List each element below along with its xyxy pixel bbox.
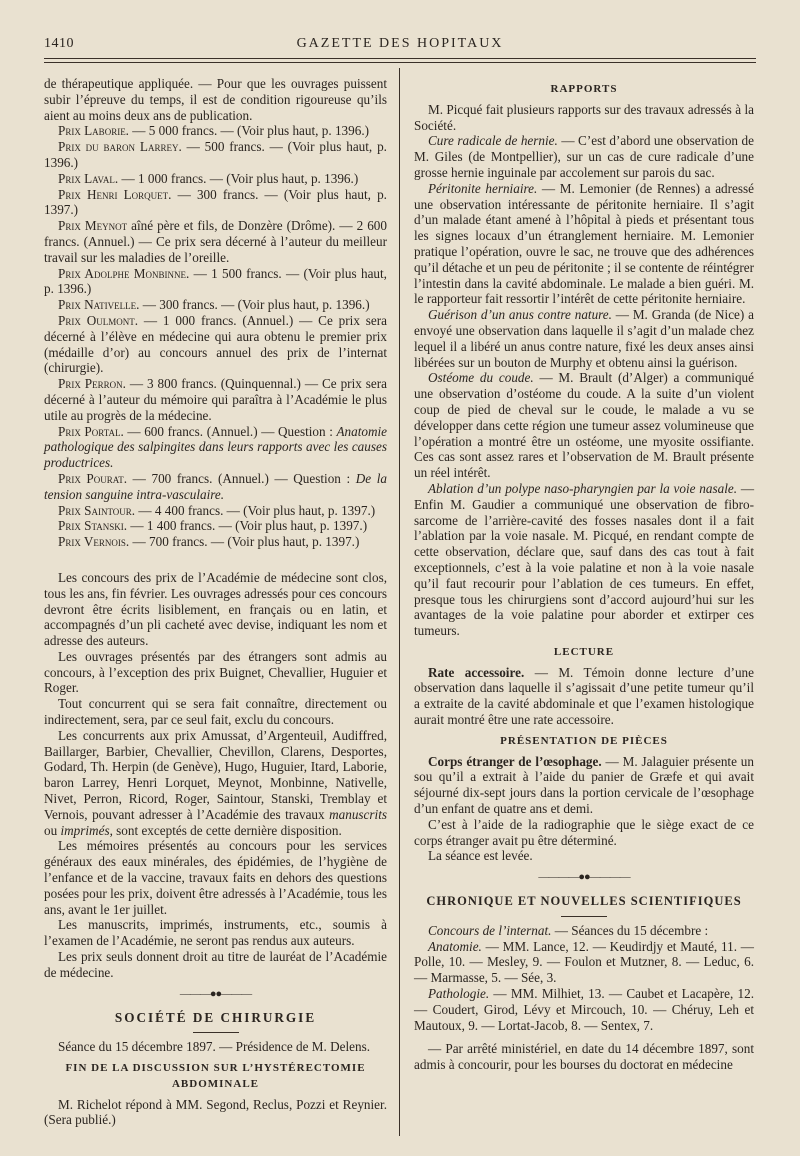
prize-name: Prix Meynot	[58, 218, 128, 234]
section-ornament: ————●●————	[538, 871, 630, 884]
prize-text: — 1 500 francs. — (Voir plus haut, p. 1396.)	[44, 265, 387, 297]
case-title: Cure radicale de hernie.	[428, 133, 558, 149]
prize-text: — 600 francs. (Annuel.) — Question :	[123, 423, 337, 439]
prize-name: Prix Henri Lorquet.	[58, 186, 172, 202]
rules-paragraph: Les manuscrits, imprimés, instruments, etc., soumis à l’examen de l’Académie, ne seront pas rendus aux auteurs.	[44, 917, 387, 949]
prize-text: — 3 800 francs. (Quinquennal.) — Ce prix sera décerné à l’auteur du mémoire qui paraîtra à l’Académie le plus utile au progrès de la médecine.	[44, 376, 388, 423]
prize-entry	[44, 187, 387, 219]
prize-name: Prix Oulmont.	[58, 312, 139, 328]
prize-text: — 700 francs. (Annuel.) — Question :	[127, 470, 356, 486]
prize-entry	[44, 534, 387, 550]
prize-entry	[44, 424, 387, 471]
case-title: Anatomie.	[428, 938, 482, 954]
body-paragraph	[414, 307, 754, 370]
rules-text-italic: imprimés	[60, 822, 110, 838]
subsection-title: PRÉSENTATION DE PIÈCES	[500, 734, 668, 747]
page-number: 1410	[44, 36, 74, 51]
rules-paragraph: Les prix seuls donnent droit au titre de lauréat de l’Académie de médecine.	[44, 949, 387, 980]
prize-name: Prix Nativelle.	[58, 297, 140, 313]
rules-text: ou	[44, 822, 61, 838]
case-text: — MM. Milhiet, 13. — Caubet et Lacapère, 12. — Coudert, Girod, Lévy et Mircouch, 10. — Chéruy, Leh et Mautoux, 9. — Lortat-Jacob, 8. — Sentex, 7.	[414, 986, 754, 1033]
prize-text: — 1 400 francs. — (Voir plus haut, p. 1397.)	[127, 518, 368, 534]
header-rule	[44, 58, 756, 59]
body-paragraph	[414, 370, 754, 481]
prize-entry	[44, 518, 387, 534]
case-text: — Enfin M. Gaudier a communiqué une observation de fibro-sarcome de l’arrière-cavité des fosses nasales dont il a fait l’ablation par la voie nasale. M. Picqué, en rendant compte de cette observation, déclare que, sauf dans des cas tout à fait exceptionnels, c’est à la voie palatine et non à la voie nasale qu’il faut recourir pour l’ablation de ces tumeurs. En effet, presque tous les chirurgiens sont d’accord aujourd’hui sur les avantages de la voie palatine pour aborder et extirper ces tumeurs.	[414, 480, 755, 639]
prize-name: Prix du baron Larrey.	[58, 139, 182, 155]
prize-question: De la tension sanguine intra-vasculaire.	[44, 470, 388, 502]
case-text: — C’est d’abord une observation de M. Giles (de Montpellier), sur un cas de cure radicale d’une grosse hernie inguinale par accolement sur parois du sac.	[414, 133, 754, 180]
prize-entry	[44, 218, 387, 265]
prize-name: Prix Pourat.	[58, 470, 128, 486]
body-paragraph	[414, 923, 754, 939]
case-text: — MM. Lance, 12. — Keudirdjy et Mauté, 11. — Polle, 10. — Mesley, 9. — Foulon et Mutzner, 8. — Leduc, 6. — Marmasse, 5. — Sée, 3.	[414, 938, 754, 986]
rules-text: , sont exceptés de cette dernière disposition.	[109, 822, 342, 838]
section-ornament: ———●●———	[179, 987, 252, 1000]
body-paragraph	[414, 665, 754, 728]
short-rule	[561, 916, 607, 917]
rules-paragraph: Les ouvrages présentés par des étrangers sont admis au concours, à l’exception des prix Buignet, Chevallier, Huguier et Roger.	[44, 648, 387, 696]
case-title: Concours de l’internat.	[428, 922, 552, 938]
prize-name: Prix Stanski.	[58, 518, 128, 534]
section-title: SOCIÉTÉ DE CHIRURGIE	[114, 1010, 317, 1026]
intro-paragraph: de thérapeutique appliquée. — Pour que les ouvrages puissent subir l’épreuve du temps, il est de condition rigoureuse qu’ils aient au moins deux ans de publication.	[44, 76, 387, 123]
prize-text: — 1 000 francs. (Annuel.) — Ce prix sera décerné à l’élève en médecine qui aura obtenu le premier prix (médaille d’or) au concours annuel des prix de l’internat (chirurgie).	[44, 312, 387, 376]
case-title: Ablation d’un polype naso-pharyngien par la voie nasale.	[428, 480, 738, 496]
body-paragraph: — Par arrêté ministériel, en date du 14 décembre 1897, sont admis à concourir, pour les bourses du doctorat en médecine	[414, 1041, 754, 1073]
body-paragraph	[414, 939, 754, 986]
case-text: — Séances du 15 décembre :	[551, 922, 709, 938]
body-paragraph: M. Picqué fait plusieurs rapports sur des travaux adressés à la Société.	[414, 101, 754, 133]
journal-title: GAZETTE DES HOPITAUX	[296, 36, 504, 51]
spacer	[414, 1033, 754, 1041]
prize-entry	[44, 313, 387, 376]
prize-question: Anatomie pathologique des salpingites dans leurs rapports avec les causes productrices.	[44, 423, 388, 471]
case-text: — M. Brault (d’Alger) a communiqué une observation d’ostéome du coude. A la suite d’un violent coup de pied de cheval sur le coude, le malade a vu se développer dans cette région une tumeur assez volumineuse que l’opération a montré être un ostéome, une myosite ossifiante. Ces cas sont assez rares et l’observation de M. Brault présente un réel intérêt.	[414, 370, 754, 481]
prize-entry	[44, 123, 387, 139]
body-paragraph	[414, 986, 754, 1033]
prize-text: — 4 400 francs. — (Voir plus haut, p. 1397.)	[135, 502, 376, 518]
case-title: Corps étranger de l’œsophage.	[428, 753, 602, 769]
prize-name: Prix Adolphe Monbinne.	[58, 265, 190, 281]
short-rule	[193, 1032, 239, 1033]
left-column	[44, 76, 387, 1128]
case-title: Pathologie.	[428, 986, 490, 1002]
prize-entry	[44, 503, 387, 519]
body-paragraph	[414, 181, 754, 307]
prize-entry	[44, 376, 387, 423]
prize-text: — 500 francs. — (Voir plus haut, p. 1396.)	[44, 139, 387, 170]
prize-name: Prix Saintour.	[58, 502, 136, 518]
page-header	[44, 32, 756, 54]
section-title: CHRONIQUE ET NOUVELLES SCIENTIFIQUES	[426, 894, 742, 909]
column-divider	[399, 68, 400, 1136]
rules-text: Les concurrents aux prix Amussat, d’Argenteuil, Audiffred, Baillarger, Barbier, Chevallier, Chevillon, Clarens, Desportes, Godard, Th. Herpin (de Genève), Hugo, Huguier, Itard, Laborie, baron Larrey, Henri Lorquet, Meynot, Monbinne, Nativelle, Nivet, Perron, Ricord, Roger, Saintour, Stanski, Tremblay et Vernois, pouvant adresser à l’Académie des travaux	[44, 727, 387, 822]
case-text: — M. Témoin donne lecture d’une observation dans laquelle il s’agissait d’une petite tumeur qu’il a extraite de la cavité abdominale et que l’examen histologique aurait montré être une rate accessoire.	[414, 664, 754, 728]
prize-text: aîné père et fils, de Donzère (Drôme). — 2 600 francs. (Annuel.) — Ce prix sera décerné à l’auteur du meilleur travail sur les maladies de l’oreille.	[44, 218, 387, 265]
header-rule-thin	[44, 62, 756, 63]
case-text: — M. Jalaguier présente un sou qu’il a extrait à l’aide du panier de Græfe et qui avait séjourné dix-sept jours dans la portion cervicale de l’œsophage d’un enfant de quatre ans et demi.	[414, 753, 754, 817]
rules-paragraph	[44, 728, 387, 839]
rules-paragraph: Les mémoires présentés au concours pour les services généraux des eaux minérales, des épidémies, de l’hygiène de l’enfance et de la vaccine, travaux faits en dehors des questions posées pour les prix, doivent être adressés à l’Académie, tous les ans, avant le 1er juillet.	[44, 838, 387, 917]
rules-paragraph: Les concours des prix de l’Académie de médecine sont clos, tous les ans, fin février. Les ouvrages adressés pour ces concours devront être écrits lisiblement, en français ou en latin, et accompagnés d’un pli cacheté avec devise, indiquant les nom et adresse des auteurs.	[44, 569, 387, 649]
prize-entry	[44, 471, 387, 503]
right-column	[414, 76, 754, 1073]
prize-text: — 300 francs. — (Voir plus haut, p. 1397.)	[44, 186, 387, 218]
closing-line: La séance est levée.	[428, 848, 533, 864]
prize-name: Prix Perron.	[58, 376, 126, 392]
session-line: Séance du 15 décembre 1897. — Présidence de M. Delens.	[58, 1039, 371, 1055]
body-paragraph	[414, 754, 754, 817]
subsection-title: RAPPORTS	[550, 83, 618, 95]
case-title: Péritonite herniaire.	[428, 180, 538, 196]
rules-paragraph: Tout concurrent qui se sera fait connaître, directement ou indirectement, sera, par ce seul fait, exclu du concours.	[44, 696, 387, 728]
case-title: Ostéome du coude.	[428, 370, 534, 386]
prize-entry	[44, 266, 387, 298]
case-text: — M. Lemonier (de Rennes) a adressé une observation intéressante de péritonite herniaire. Il s’agit d’un malade étant amené à l’hôpital à pieds et présentant tous les signes locaux d’un étranglement herniaire. M. Lemonier pratique l’opération, ouvre le sac, ne trouve que des adhérences qu’il détache et un peu de péritonite ; il se contente de réintégrer l’intestin dans la cavité abdominale. Le malade a bien guéri. M. le rapporteur fait ressortir l’intérêt de cette péritonite herniaire.	[414, 180, 755, 307]
prize-entry	[44, 297, 387, 313]
case-title: Guérison d’un anus contre nature.	[428, 307, 612, 323]
body-paragraph	[414, 481, 754, 639]
prize-text: — 300 francs. — (Voir plus haut, p. 1396.)	[139, 297, 370, 313]
body-paragraph: M. Richelot répond à MM. Segond, Reclus, Pozzi et Reynier. (Sera publié.)	[44, 1096, 387, 1128]
prize-text: — 5 000 francs. — (Voir plus haut, p. 1396.)	[128, 123, 370, 139]
body-paragraph: C’est à l’aide de la radiographie que le siège exact de ce corps étranger avait pu être déterminé.	[414, 816, 754, 848]
prize-entry	[44, 139, 387, 171]
subsection-title: FIN DE LA DISCUSSION SUR L’HYSTÉRECTOMIE ABDOMINALE	[65, 1062, 366, 1090]
prize-name: Prix Laborie.	[58, 123, 129, 139]
prize-text: — 700 francs. — (Voir plus haut, p. 1397.)	[129, 534, 360, 550]
case-text: — M. Granda (de Nice) a envoyé une observation dans laquelle il s’agit d’un malade chez lequel il a libéré un anus contre nature, fixé les deux anses ainsi libérées sur un bouton de Murphy et obtenu ainsi la guérison.	[414, 307, 754, 370]
spacer	[44, 550, 387, 570]
prize-entry	[44, 171, 387, 187]
subsection-title: LECTURE	[553, 645, 615, 658]
prize-name: Prix Portal.	[58, 423, 124, 439]
body-paragraph	[414, 133, 754, 180]
prize-name: Prix Vernois.	[58, 534, 130, 550]
prize-text: — 1 000 francs. — (Voir plus haut, p. 1396.)	[118, 170, 359, 186]
case-title: Rate accessoire.	[428, 664, 525, 680]
rules-text-italic: manuscrits	[329, 806, 387, 822]
prize-name: Prix Laval.	[58, 170, 119, 186]
